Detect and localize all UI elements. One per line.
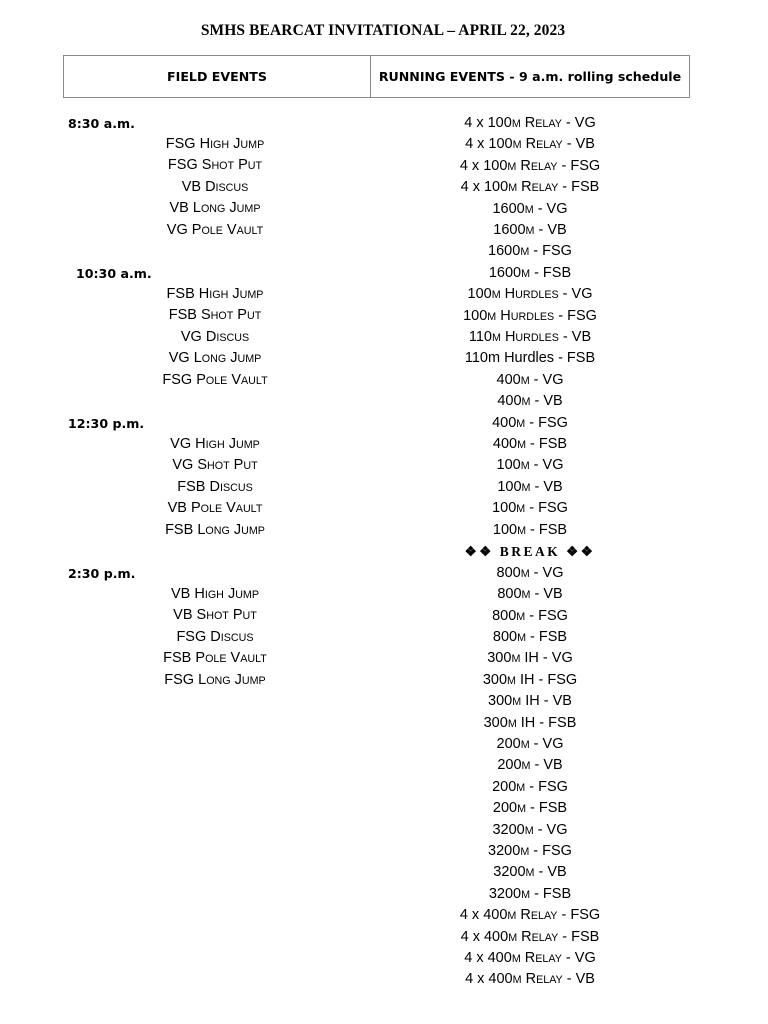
running-event-division: - FSG: [525, 778, 568, 795]
running-event-item: [405, 907, 655, 925]
session-time: 2:30 p.m.: [68, 566, 136, 581]
running-event-type: M: [517, 524, 527, 537]
running-event-type: M HURDLES: [491, 329, 559, 345]
events-header-table: [63, 55, 690, 98]
running-event-distance: 110: [468, 329, 492, 345]
field-event-division: FSB: [168, 307, 201, 324]
field-event-item: [100, 650, 330, 668]
running-event-division: - FSG: [525, 414, 568, 431]
field-event-division: VG: [180, 328, 206, 345]
running-event-type: M: [521, 267, 531, 280]
field-event-division: FSB: [177, 478, 210, 495]
running-event-division: IH - FSB: [516, 714, 577, 731]
running-event-type: M: [516, 417, 526, 430]
running-event-type: M: [525, 225, 535, 237]
session-time: 10:30 a.m.: [76, 266, 152, 281]
running-event-item: [405, 436, 655, 454]
running-event-distance: 4 x 400: [465, 971, 513, 988]
field-event-item: [100, 350, 330, 368]
running-event-distance: 3200: [492, 821, 525, 838]
running-event-item: [405, 822, 655, 840]
field-event-item: [100, 157, 330, 175]
running-event-item: [405, 929, 655, 947]
field-event-name: HIGH JUMP: [198, 286, 264, 302]
running-event-type: M: [521, 888, 531, 901]
running-event-division: - VB: [534, 864, 567, 881]
document-title: SMHS BEARCAT INVITATIONAL – APRIL 22, 2023: [200, 22, 566, 39]
running-event-division: - FSB: [558, 928, 600, 945]
running-event-division: - VG: [533, 200, 568, 217]
running-event-item: [405, 629, 655, 647]
running-event-distance: 3200: [488, 885, 522, 902]
running-event-item: [405, 800, 655, 818]
field-event-division: FSG: [164, 671, 199, 688]
field-event-item: [100, 457, 330, 475]
running-event-distance: 200: [492, 800, 518, 817]
running-event-type: M RELAY: [507, 157, 558, 174]
field-event-name: DISCUS: [205, 328, 250, 345]
running-event-item: [405, 522, 655, 540]
field-event-name: SHOT PUT: [201, 157, 263, 174]
running-event-distance: 110m Hurdles - FSB: [464, 350, 596, 367]
running-event-item: [405, 650, 655, 668]
running-event-type: M: [525, 867, 535, 880]
running-event-item: [405, 779, 655, 797]
running-event-item: [405, 715, 655, 733]
running-event-division: - VB: [534, 222, 567, 238]
field-event-item: [100, 436, 330, 454]
running-event-type: M: [517, 439, 527, 451]
running-event-distance: 4 x 100: [464, 115, 512, 131]
running-event-distance: 4 x 100: [459, 157, 508, 174]
field-event-item: [100, 329, 330, 347]
running-event-type: M RELAY: [511, 949, 562, 966]
running-event-item: [405, 415, 655, 433]
running-event-item: [405, 243, 655, 261]
running-event-type: M: [521, 589, 531, 602]
running-event-type: M RELAY: [512, 136, 563, 153]
break-label: ❖❖ BREAK ❖❖: [464, 544, 596, 559]
field-event-division: VB: [181, 178, 206, 195]
running-event-division: - FSG: [557, 157, 601, 174]
field-event-name: LONG JUMP: [193, 350, 262, 367]
session-time: 12:30 p.m.: [68, 416, 145, 431]
running-event-type: M RELAY: [507, 907, 558, 924]
running-event-item: [405, 115, 655, 133]
field-event-item: [100, 286, 330, 304]
running-event-type: M: [520, 374, 530, 387]
running-event-item: [405, 971, 655, 989]
field-event-item: [100, 372, 330, 390]
running-event-distance: 100: [492, 521, 518, 538]
running-event-division: - FSB: [530, 885, 572, 902]
running-event-item: [405, 179, 655, 197]
running-event-type: M: [507, 717, 517, 730]
field-event-division: FSG: [162, 371, 197, 388]
running-event-distance: 100: [492, 500, 517, 517]
field-event-item: [100, 479, 330, 497]
running-event-type: M HURDLES: [487, 307, 555, 324]
field-events-header: FIELD EVENTS: [64, 56, 371, 97]
running-event-distance: 400: [492, 414, 517, 431]
field-event-name: POLE VAULT: [195, 650, 267, 667]
running-event-division: - VG: [529, 457, 564, 474]
field-event-division: VB: [173, 607, 197, 624]
running-event-distance: 300: [488, 693, 513, 710]
running-event-division: - VG: [529, 371, 564, 388]
running-event-type: M: [516, 503, 526, 516]
running-event-type: M: [520, 567, 530, 580]
running-event-distance: 4 x 400: [464, 949, 512, 966]
running-event-type: M: [521, 396, 531, 409]
running-event-division: - VB: [530, 757, 563, 774]
running-event-division: - FSB: [526, 628, 568, 645]
running-event-division: - VB: [562, 971, 595, 988]
running-event-division: - FSB: [526, 800, 568, 817]
running-event-division: - FSG: [525, 607, 568, 624]
running-event-type: M: [517, 803, 527, 816]
field-event-name: HIGH JUMP: [194, 586, 260, 602]
field-event-division: VB: [167, 500, 191, 517]
field-event-division: FSB: [166, 286, 199, 302]
running-event-item: [405, 500, 655, 518]
running-event-division: - VB: [530, 478, 563, 495]
running-event-distance: 4 x 100: [460, 179, 509, 196]
running-event-type: M: [511, 653, 521, 666]
field-event-name: POLE VAULT: [191, 221, 264, 238]
running-event-distance: 800: [492, 628, 518, 645]
field-event-name: DISCUS: [210, 628, 254, 645]
running-event-type: M: [521, 481, 531, 494]
field-event-item: [100, 222, 330, 240]
field-event-item: [100, 200, 330, 218]
running-event-distance: 4 x 400: [459, 907, 508, 924]
running-event-item: [405, 693, 655, 711]
running-event-type: M RELAY: [508, 928, 559, 945]
running-event-item: [405, 736, 655, 754]
field-event-item: [100, 607, 330, 625]
running-event-division: - VG: [558, 286, 593, 303]
running-event-type: M: [516, 781, 526, 794]
field-event-item: [100, 500, 330, 518]
running-event-distance: 1600: [488, 264, 522, 281]
field-event-name: LONG JUMP: [197, 521, 265, 538]
field-event-name: POLE VAULT: [190, 500, 263, 517]
running-event-distance: 100: [497, 478, 522, 495]
running-event-type: M RELAY: [508, 179, 559, 196]
running-event-item: [405, 950, 655, 968]
running-event-item: [405, 565, 655, 583]
running-event-division: IH - VG: [520, 650, 573, 667]
running-event-item: [405, 136, 655, 154]
running-event-division: IH - FSG: [515, 671, 578, 688]
field-event-division: VG: [166, 221, 192, 238]
running-event-distance: 100: [496, 457, 521, 474]
running-event-distance: 300: [482, 671, 508, 688]
running-event-distance: 100: [467, 286, 492, 303]
running-event-division: - FSG: [554, 307, 597, 324]
running-event-division: IH - VB: [521, 693, 572, 710]
running-event-item: [405, 843, 655, 861]
running-event-type: M: [520, 460, 530, 473]
running-event-item: [405, 158, 655, 176]
running-event-division: - FSB: [558, 179, 600, 196]
field-event-division: VB: [170, 586, 195, 602]
running-event-type: M: [520, 246, 530, 259]
running-event-distance: 400: [497, 393, 522, 410]
running-event-division: - VB: [530, 586, 563, 603]
field-event-name: DISCUS: [205, 178, 249, 195]
running-event-distance: 1600: [492, 200, 525, 217]
field-event-name: POLE VAULT: [196, 371, 268, 388]
running-event-distance: 200: [497, 757, 522, 774]
field-event-division: FSB: [163, 650, 196, 667]
field-event-division: FSG: [167, 157, 202, 174]
field-event-name: SHOT PUT: [196, 607, 257, 624]
running-event-type: M RELAY: [512, 971, 563, 988]
running-event-distance: 4 x 400: [460, 928, 509, 945]
running-event-distance: 400: [496, 371, 521, 388]
running-event-division: - FSB: [526, 521, 568, 538]
field-event-name: LONG JUMP: [198, 671, 266, 688]
running-event-distance: 400: [492, 436, 518, 452]
running-event-distance: 200: [492, 778, 517, 795]
running-event-type: M: [521, 760, 531, 773]
running-event-item: [405, 886, 655, 904]
running-event-distance: 1600: [488, 243, 521, 260]
running-event-distance: 800: [492, 607, 517, 624]
running-event-item: [405, 329, 655, 347]
running-event-division: - FSG: [529, 842, 572, 859]
running-event-division: - FSG: [525, 500, 568, 517]
running-event-type: M: [520, 738, 530, 751]
running-event-item: [405, 286, 655, 304]
running-event-distance: 1600: [493, 222, 526, 238]
running-events-header: RUNNING EVENTS - 9 a.m. rolling schedule: [378, 69, 682, 84]
running-event-division: - FSG: [557, 907, 601, 924]
field-event-name: LONG JUMP: [192, 200, 261, 217]
running-event-distance: 800: [496, 564, 521, 581]
running-event-division: - VG: [529, 735, 564, 752]
field-event-item: [100, 629, 330, 647]
running-event-division: - FSB: [530, 264, 572, 281]
running-event-distance: 3200: [493, 864, 526, 881]
field-event-division: FSG: [165, 136, 200, 152]
running-event-item: [405, 608, 655, 626]
field-event-division: VG: [168, 350, 194, 367]
field-event-name: DISCUS: [209, 478, 253, 495]
running-event-division: - FSB: [526, 436, 568, 452]
field-event-item: [100, 586, 330, 604]
running-event-distance: 300: [483, 714, 508, 731]
field-event-division: FSB: [165, 521, 198, 538]
field-event-name: SHOT PUT: [200, 307, 262, 324]
running-event-distance: 4 x 100: [465, 136, 513, 153]
running-event-division: - VB: [558, 329, 592, 345]
running-event-division: - VG: [533, 821, 568, 838]
running-event-division: - VG: [561, 115, 596, 131]
running-event-division: - VG: [561, 949, 596, 966]
session-time: 8:30 a.m.: [68, 116, 135, 131]
running-event-item: [405, 201, 655, 219]
field-event-name: HIGH JUMP: [199, 136, 265, 152]
running-event-type: M: [524, 203, 534, 216]
running-event-type: M RELAY: [511, 115, 562, 131]
running-event-division: - VB: [530, 393, 563, 410]
running-event-type: M HURDLES: [491, 286, 559, 303]
field-event-division: VG: [172, 457, 198, 474]
field-event-division: VG: [170, 436, 196, 452]
running-event-division: - VB: [562, 136, 595, 153]
running-event-type: M: [524, 824, 534, 837]
running-event-distance: 200: [496, 735, 521, 752]
running-event-item: [405, 350, 655, 367]
running-event-item: [405, 864, 655, 882]
running-event-distance: 300: [487, 650, 512, 667]
running-event-type: M: [517, 631, 527, 644]
field-event-name: SHOT PUT: [197, 457, 258, 474]
running-event-item: [405, 222, 655, 240]
running-event-item: [405, 672, 655, 690]
field-event-division: FSG: [176, 628, 211, 645]
running-event-distance: 3200: [488, 842, 521, 859]
running-event-item: [405, 265, 655, 283]
running-event-item: [405, 457, 655, 475]
running-event-distance: 100: [463, 307, 488, 324]
running-event-distance: 800: [497, 586, 522, 603]
running-event-item: [405, 393, 655, 411]
running-event-type: M: [520, 845, 530, 858]
running-event-type: M: [516, 610, 526, 623]
field-event-division: VB: [169, 200, 193, 217]
running-event-division: - VG: [529, 564, 564, 581]
running-event-item: [405, 586, 655, 604]
field-event-item: [100, 672, 330, 690]
running-event-type: M: [507, 674, 516, 687]
field-event-item: [100, 522, 330, 540]
field-event-name: HIGH JUMP: [195, 436, 260, 452]
running-event-division: - FSG: [529, 243, 572, 260]
field-event-item: [100, 136, 330, 154]
field-event-item: [100, 179, 330, 197]
running-event-item: [405, 479, 655, 497]
field-event-item: [100, 307, 330, 325]
running-event-type: M: [512, 696, 522, 709]
running-event-item: [405, 372, 655, 390]
running-event-item: [405, 757, 655, 775]
running-event-item: [405, 308, 655, 326]
